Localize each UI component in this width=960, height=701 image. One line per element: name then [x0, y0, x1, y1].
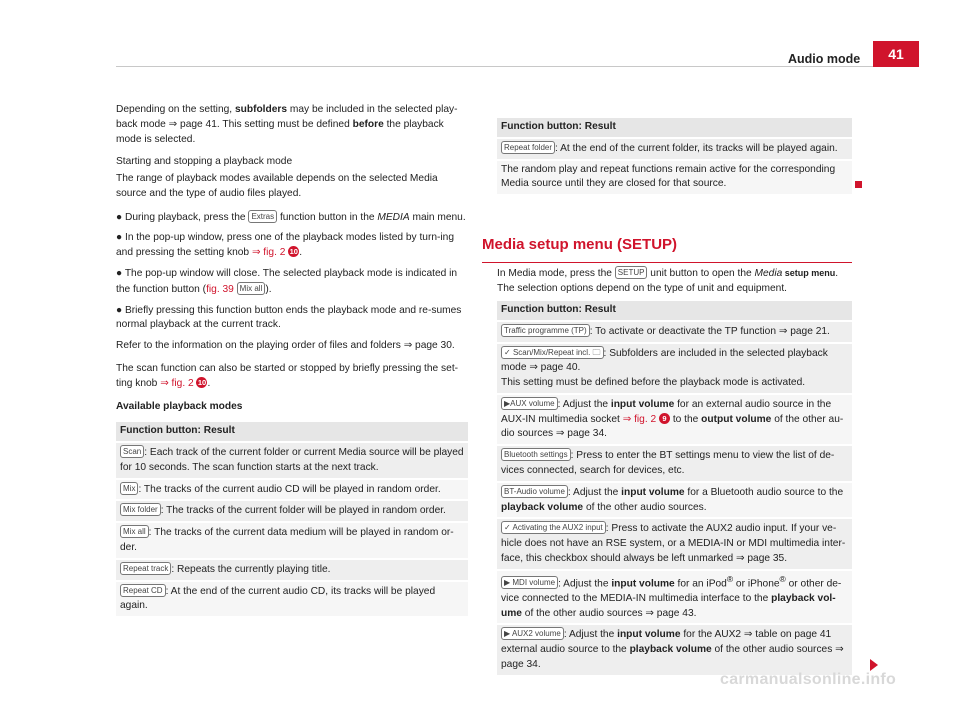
aux2-volume-button-label: ▶ AUX2 volume [501, 627, 564, 640]
subheading-modes: Available playback modes [116, 400, 243, 412]
section-title: Media setup menu (SETUP) [482, 236, 678, 253]
bullet-item: ● The pop-up window will close. The selected playback mode is indicated in the function button (fig. 39 Mix all ). [116, 268, 458, 295]
page-number: 41 [873, 41, 919, 67]
table-row: Bluetooth settings : Press to enter the BT settings menu to view the list of de-vices connected, search for devices, etc. [497, 446, 852, 481]
activate-aux2-button-label: ✓ Activating the AUX2 input [501, 521, 606, 534]
page-link[interactable]: ⇒ page 41 [168, 118, 217, 130]
mix-all-button-label: Mix all [120, 525, 149, 538]
table-header: Function button: Result [497, 118, 852, 137]
extras-button-label: Extras [248, 210, 277, 223]
repeat-track-button-label: Repeat track [120, 562, 171, 575]
intro-paragraph: Depending on the setting, subfolders may be included in the selected play-back mode ⇒ page 41. This setting must be defined before the playback mode is selected. [116, 104, 458, 145]
play-arrow-icon: ▶ [504, 398, 511, 408]
scan-paragraph: The scan function can also be started or stopped by briefly pressing the set-ting knob ⇒ fig. 2 10. [116, 362, 459, 389]
bullet-item: ● Briefly pressing this function button ends the playback mode and re-sumes normal playback at the current track. [116, 304, 462, 331]
table-row: Repeat folder : At the end of the current folder, its tracks will be played again. [497, 139, 852, 159]
watermark: carmanualsonline.info [720, 671, 897, 688]
playback-modes-table [116, 422, 468, 616]
mix-all-button-label: Mix all [237, 282, 266, 295]
repeat-folder-button-label: Repeat folder [501, 141, 555, 154]
header-divider [116, 66, 873, 67]
bullet-item: ● During playback, press the Extras function button in the MEDIA main menu. [116, 211, 466, 223]
range-paragraph: The range of playback modes available depends on the selected Media source and the type of audio files played. [116, 173, 438, 199]
page-header-title: Audio mode [788, 52, 861, 66]
traffic-programme-button-label: Traffic programme (TP) [501, 324, 590, 337]
section-title-underline [482, 262, 852, 263]
table-row: ▶ MDI volume : Adjust the input volume for an iPod® or iPhone® or other de-vice connected to the MEDIA-IN multimedia interface to the playback vol-ume of the other audio sources ⇒ page 43. [497, 571, 852, 624]
left-column [116, 103, 468, 618]
table-row: The random play and repeat functions remain active for the corresponding Media source until they are closed for that source. [497, 161, 852, 195]
table-header: Function button: Result [116, 422, 468, 441]
table-row: ▶AUX volume : Adjust the input volume for an external audio source in the AUX-IN multimedia socket ⇒ fig. 2 9 to the output volume of the other au-dio sources ⇒ page 34. [497, 395, 852, 444]
figure-link[interactable]: fig. 39 [206, 283, 234, 295]
table-row: Mix all : The tracks of the current data medium will be played in random or-der. [116, 523, 468, 558]
mdi-volume-button-label: ▶ MDI volume [501, 576, 558, 589]
checkmark-icon: ✓ [504, 347, 511, 357]
bluetooth-settings-button-label: Bluetooth settings [501, 448, 571, 461]
table-row: ✓ Scan/Mix/Repeat incl. 🗀 : Subfolders are included in the selected playback mode ⇒ page 40. This setting must be defined before the playback mode is activated. [497, 344, 852, 393]
checkmark-icon: ✓ [504, 523, 511, 533]
table-row: ✓ Activating the AUX2 input : Press to activate the AUX2 audio input. If your ve-hicle does not have an RSE system, or a MEDIA-IN or MDI multimedia inter-face, this checkbox should always be left unmarked ⇒ page 35. [497, 519, 852, 568]
setup-section-heading [482, 234, 852, 263]
figure-link[interactable]: ⇒ fig. 2 [160, 377, 194, 389]
table-row: Scan : Each track of the current folder or current Media source will be played for 10 seconds. The scan function starts at the next track. [116, 443, 468, 478]
table-row: Traffic programme (TP) : To activate or deactivate the TP function ⇒ page 21. [497, 322, 852, 342]
setup-options-table [497, 301, 852, 677]
table-row: BT-Audio volume : Adjust the input volume for a Bluetooth audio source to the playback volume of the other audio sources. [497, 483, 852, 518]
aux-volume-button-label: ▶AUX volume [501, 397, 558, 410]
bullet-item: ● In the pop-up window, press one of the playback modes listed by turn-ing and pressing the setting knob ⇒ fig. 2 10. [116, 232, 455, 259]
callout-number: 10 [289, 247, 298, 257]
scan-button-label: Scan [120, 445, 144, 458]
callout-number: 10 [197, 377, 207, 387]
table-row: Repeat CD : At the end of the current audio CD, its tracks will be played again. [116, 582, 468, 617]
table-row: ▶ AUX2 volume : Adjust the input volume for the AUX2 ⇒ table on page 41 external audio source to the playback volume of the other audio sources ⇒ page 34. [497, 625, 852, 674]
table-row: Mix folder : The tracks of the current folder will be played in random order. [116, 501, 468, 521]
scan-mix-repeat-button-label: ✓ Scan/Mix/Repeat incl. 🗀 [501, 346, 604, 359]
callout-number: 9 [659, 413, 670, 424]
figure-link[interactable]: ⇒ fig. 2 [251, 247, 286, 259]
info-paragraph: Refer to the information on the playing order of files and folders ⇒ page 30. [116, 340, 455, 352]
table-row: Repeat track : Repeats the currently playing title. [116, 560, 468, 580]
subheading-start-stop: Starting and stopping a playback mode [116, 156, 293, 168]
mix-folder-button-label: Mix folder [120, 503, 161, 516]
bt-audio-volume-button-label: BT-Audio volume [501, 485, 568, 498]
table-row: Mix : The tracks of the current audio CD will be played in random order. [116, 480, 468, 500]
setup-button-label: SETUP [615, 266, 648, 279]
page-link[interactable]: ⇒ page 30 [403, 340, 452, 352]
play-arrow-icon: ▶ [504, 578, 511, 588]
section-end-marker [855, 181, 862, 188]
right-table-continued [497, 118, 852, 196]
table-header: Function button: Result [497, 301, 852, 320]
mix-button-label: Mix [120, 482, 138, 495]
play-arrow-icon: ▶ [504, 629, 511, 639]
repeat-cd-button-label: Repeat CD [120, 584, 166, 597]
figure-link[interactable]: ⇒ fig. 2 [622, 413, 657, 425]
setup-intro-paragraph: In Media mode, press the SETUP unit button to open the Media setup menu. The selection options depend on the type of unit and equipment. [497, 268, 839, 294]
